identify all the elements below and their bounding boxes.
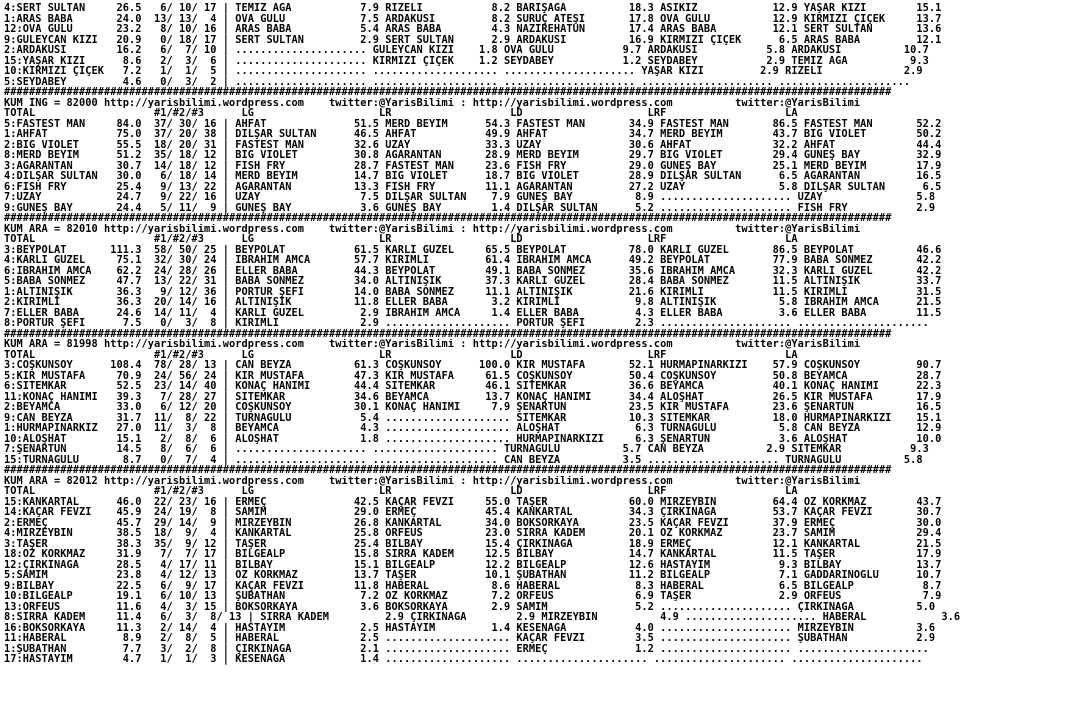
column-headers: TOTAL #1/#2/#3 LG LR LD LRF LA xyxy=(4,349,798,360)
separator-line: ############################################################################################################################################## xyxy=(4,328,892,339)
text-line: 15:TURNAGÜLÜ 8.7 0/ 7/ 4 | ..................... .................... CAN BEYZA 3.5 ..................... TURNAGÜLÜ 5.8 xyxy=(4,454,923,465)
text-line: 2:ARDAKUSİ 16.2 6/ 7/ 10 | ..................... GÜLEYCAN KIZI 1.8 OVA GÜLÜ 9.7 ARDAKUSİ 5.8 ARDAKUSİ 10.7 xyxy=(4,45,929,56)
text-line: 16:BOKSÖRKAYA 11.3 2/ 14/ 4 | HASTAYIM 2.5 HASTAYIM 1.4 KESENAĞA 4.0 ..................... MİRZEYBİN 3.6 xyxy=(4,622,936,633)
text-line: 3:AĞARANTAN 30.7 14/ 18/ 12 | FISH FRY 28.7 FASTEST MAN 23.6 FISH FRY 29.0 GÜNEŞ BAY 25.1 MERD BEYİM 17.9 xyxy=(4,160,942,171)
race-header: KUM ARA = 81998 http://yarisbilimi.wordpress.com twitter:@YarisBilimi : http://yarisbilimi.wordpress.com twitter:@YarisBilimi xyxy=(4,339,861,350)
text-line: 10:KIRMIZI ÇİÇEK 7.2 1/ 1/ 5 | ..................... .................... ..................... YAŞAR KIZI 2.9 RİZELİ 2.9 xyxy=(4,66,923,77)
race-header: KUM ARA = 82012 http://yarisbilimi.wordpress.com twitter:@YarisBilimi : http://yarisbilimi.wordpress.com twitter:@YarisBilimi xyxy=(4,475,861,486)
text-line: 1:ARAS BABA 24.0 13/ 13/ 4 | OVA GÜLÜ 7.5 ARDAKUSİ 8.2 SURUÇ ATEŞİ 17.8 OVA GÜLÜ 12.9 KIRMIZI ÇİÇEK 13.7 xyxy=(4,13,942,24)
text-line: 10:BİLGEALP 19.1 6/ 10/ 13 | ŞUBATHAN 7.2 ÖZ KORKMAZ 7.2 ORFEUS 6.9 TAŞER 2.9 ORFEUS 7.9 xyxy=(4,591,942,602)
separator-line: ############################################################################################################################################## xyxy=(4,87,892,98)
text-line: 9:GÜLEYCAN KIZI 20.9 0/ 18/ 17 | SERT SULTAN 2.9 SERT SULTAN 2.9 ARDAKUSİ 16.9 KIRMIZI ÇİÇEK 6.5 ARAS BABA 12.1 xyxy=(4,34,942,45)
race-header: KUM İNG = 82000 http://yarisbilimi.wordpress.com twitter:@YarisBilimi : http://yarisbilimi.wordpress.com twitter:@YarisBilimi xyxy=(4,97,861,108)
text-line: 18:ÖZ KORKMAZ 31.9 7/ 7/ 17 | BİLGEALP 15.8 SIRRA KADEM 12.5 BİLBAY 14.7 KANKARTAL 11.5 TAŞER 17.9 xyxy=(4,549,942,560)
text-line: 7:UZAY 24.7 9/ 22/ 16 | UZAY 7.5 DİLŞAR SULTAN 7.9 GÜNEŞ BAY 8.9 ..................... UZAY 5.8 xyxy=(4,192,936,203)
text-line: 8:SIRRA KADEM 11.4 6/ 3/ 8/ 13 | SIRRA KADEM 2.9 ÇIRKINAĞA 2.9 MİRZEYBİN 4.9 ..................... HABERAL 3.6 xyxy=(4,612,961,623)
text-line: 7:ŞENARTUN 14.5 8/ 6/ 6 | ..................... .................... TURNAGÜLÜ 5.7 CAN BEYZA 2.9 SİTEMKAR 9.3 xyxy=(4,444,929,455)
text-line: 5:BABA SÖNMEZ 47.7 13/ 22/ 31 | BABA SÖNMEZ 34.0 ALTINIŞIK 37.3 KARLI GÜZEL 28.4 BABA SÖNMEZ 11.5 ALTINIŞIK 33.7 xyxy=(4,276,942,287)
race-header: KUM ARA = 82010 http://yarisbilimi.wordpress.com twitter:@YarisBilimi : http://yarisbilimi.wordpress.com twitter:@YarisBilimi xyxy=(4,223,861,234)
text-line: 11:KONAÇ HANIMI 39.3 7/ 28/ 27 | SİTEMKAR 34.6 BEYAMCA 13.7 KONAÇ HANIMI 34.4 ALOŞHAT 26.5 KIR MUSTAFA 17.9 xyxy=(4,391,942,402)
text-line: 8:PORTÜR ŞEFİ 7.5 0/ 3/ 8 | KIRIMLI 2.9 .................... PORTÜR ŞEFİ 2.3 ..................... ..................... xyxy=(4,318,929,329)
text-line: 3:TAŞER 38.3 35/ 9/ 12 | TAŞER 25.4 BİLBAY 15.4 ÇIRKINAĞA 18.9 ERMEÇ 12.1 KANKARTAL 21.5 xyxy=(4,538,942,549)
text-line: 13:ORFEUS 11.6 4/ 3/ 15 | BOKSÖRKAYA 3.6 BOKSÖRKAYA 2.9 SAMİM 5.2 ..................... ÇIRKINAĞA 5.0 xyxy=(4,601,936,612)
text-line: 10:ALOŞHAT 15.1 2/ 8/ 6 | ALOŞHAT 1.8 .................... HURMAPINARKIZI 6.3 ŞENARTUN 3.6 ALOŞHAT 10.0 xyxy=(4,433,942,444)
text-line: 5:SEYDABEY 4.6 0/ 3/ 2 | ..................... .................... ..................... ..................... ..................... xyxy=(4,76,911,87)
text-line: 5:SAMİM 23.8 4/ 12/ 13 | ÖZ KORKMAZ 13.7 TAŞER 10.1 ŞUBATHAN 11.2 BİLGEALP 7.1 GADDARINOĞLU 10.7 xyxy=(4,570,942,581)
text-line: 11:HABERAL 8.9 2/ 8/ 5 | HABERAL 2.5 .................... KAÇAR FEVZİ 3.5 ..................... ŞUBATHAN 2.9 xyxy=(4,633,936,644)
text-line: 1:ALTINIŞIK 36.3 9/ 12/ 36 | PORTÜR ŞEFİ 14.0 BABA SÖNMEZ 11.1 ALTINIŞIK 21.6 KIRIMLI 11.5 KIRIMLI 31.5 xyxy=(4,286,942,297)
separator-line: ############################################################################################################################################## xyxy=(4,213,892,224)
text-line: 2:BEYAMCA 33.0 6/ 12/ 20 | COŞKUNSOY 30.1 KONAÇ HANIMI 7.9 ŞENARTUN 23.5 KIR MUSTAFA 23.6 ŞENARTUN 16.5 xyxy=(4,402,942,413)
column-headers: TOTAL #1/#2/#3 LG LR LD LRF LA xyxy=(4,234,798,245)
text-line: 1:HURMAPINARKIZ 27.0 11/ 3/ 8 | BEYAMCA 4.3 .................... ALOŞHAT 6.3 TURNAGÜLÜ 5.8 CAN BEYZA 12.9 xyxy=(4,423,942,434)
text-line: 9:CAN BEYZA 31.7 11/ 8/ 22 | TURNAGÜLÜ 5.4 .................... SİTEMKAR 10.3 SİTEMKAR 18.0 HURMAPINARKIZI 15.1 xyxy=(4,412,942,423)
text-line: 4:MİRZEYBİN 38.5 18/ 9/ 4 | KANKARTAL 25.8 ORFEUS 23.0 SIRRA KADEM 20.1 ÖZ KORKMAZ 23.7 SAMİM 29.4 xyxy=(4,528,942,539)
text-line: 12:OVA GÜLÜ 23.2 8/ 10/ 16 | ARAS BABA 5.4 ARAS BABA 4.3 NAZİREHATUN 17.4 ARAS BABA 12.1 SERT SULTAN 13.6 xyxy=(4,24,942,35)
text-line: 9:BİLBAY 22.5 6/ 9/ 17 | KAÇAR FEVZİ 11.8 HABERAL 8.6 HABERAL 8.3 HABERAL 6.5 BİLGEALP 8.7 xyxy=(4,580,942,591)
text-line: 3:BEYPOLAT 111.3 58/ 50/ 25 | BEYPOLAT 61.5 KARLI GÜZEL 65.5 BEYPOLAT 78.0 KARLI GÜZEL 86.5 BEYPOLAT 46.6 xyxy=(4,244,942,255)
text-line: 2:ERMEÇ 45.7 29/ 14/ 9 | MİRZEYBİN 26.8 KANKARTAL 34.0 BOKSÖRKAYA 23.5 KAÇAR FEVZİ 37.9 ERMEÇ 30.0 xyxy=(4,517,942,528)
text-line: 2:BIG VIOLET 55.5 18/ 20/ 31 | FASTEST MAN 32.6 UZAY 33.3 UZAY 30.6 AHFAT 32.2 AHFAT 44.4 xyxy=(4,139,942,150)
text-line: 9:GÜNEŞ BAY 24.4 5/ 11/ 9 | GÜNEŞ BAY 3.6 GÜNEŞ BAY 1.4 DİLŞAR SULTAN 5.2 ..................... FISH FRY 2.9 xyxy=(4,202,936,213)
text-line: 12:ÇIRKINAĞA 28.5 4/ 17/ 11 | BİLBAY 15.1 BİLGEALP 12.2 BİLGEALP 12.6 HASTAYIM 9.3 BİLBAY 13.7 xyxy=(4,559,942,570)
text-line: 6:FISH FRY 25.4 9/ 13/ 22 | AĞARANTAN 13.3 FISH FRY 11.1 AĞARANTAN 27.2 UZAY 5.8 DİLŞAR SULTAN 6.5 xyxy=(4,181,942,192)
text-line: 15:YAŞAR KIZI 8.6 2/ 3/ 6 | ..................... KIRMIZI ÇİÇEK 1.2 SEYDABEY 1.2 SEYDABEY 2.9 TEMİZ AĞA 9.3 xyxy=(4,55,929,66)
text-line: 4:DİLŞAR SULTAN 30.0 6/ 18/ 14 | MERD BEYİM 14.7 BIG VIOLET 18.7 BIG VIOLET 28.9 DİLŞAR SULTAN 6.5 AĞARANTAN 16.5 xyxy=(4,171,942,182)
text-line: 4:SERT SULTAN 26.5 6/ 10/ 17 | TEMİZ AĞA 7.9 RİZELİ 8.2 BARIŞAĞA 18.3 ASİKİZ 12.9 YAŞAR KIZI 15.1 xyxy=(4,3,942,14)
text-line: 5:FASTEST MAN 84.0 37/ 30/ 16 | AHFAT 51.5 MERD BEYİM 54.3 FASTEST MAN 34.9 FASTEST MAN 86.5 FASTEST MAN 52.2 xyxy=(4,118,942,129)
text-line: 1:ŞUBATHAN 7.7 3/ 2/ 8 | ÇIRKINAĞA 2.1 .................... ERMEÇ 1.2 ..................... ..................... xyxy=(4,643,929,654)
text-line: 7:ELLER BABA 24.6 14/ 11/ 4 | KARLI GÜZEL 2.9 İBRAHİM AMCA 1.4 ELLER BABA 4.3 ELLER BABA 3.6 ELLER BABA 11.5 xyxy=(4,307,942,318)
text-line: 17:HASTAYIM 4.7 1/ 1/ 3 | KESENAĞA 1.4 .................... ..................... ..................... ..................... xyxy=(4,654,923,665)
text-line: 5:KIR MUSTAFA 70.9 24/ 56/ 24 | KIR MUSTAFA 47.3 KIR MUSTAFA 61.5 COŞKUNSOY 50.4 COŞKUNSOY 50.8 BEYAMCA 28.7 xyxy=(4,370,942,381)
column-headers: TOTAL #1/#2/#3 LG LR LD LRF LA xyxy=(4,486,798,497)
text-line: 14:KAÇAR FEVZİ 45.9 24/ 19/ 8 | SAMİM 29.0 ERMEÇ 45.4 KANKARTAL 34.3 ÇIRKINAĞA 53.7 KAÇAR FEVZİ 30.7 xyxy=(4,507,942,518)
text-line: 1:AHFAT 75.0 37/ 20/ 38 | DİLŞAR SULTAN 46.5 AHFAT 49.9 AHFAT 34.7 MERD BEYİM 43.7 BIG VIOLET 50.2 xyxy=(4,129,942,140)
text-line: 2:KIRIMLI 36.3 20/ 14/ 16 | ALTINIŞIK 11.8 ELLER BABA 3.2 KIRIMLI 9.8 ALTINIŞIK 5.8 İBRAHİM AMCA 21.5 xyxy=(4,297,942,308)
text-line: 15:KANKARTAL 46.0 22/ 23/ 16 | ERMEÇ 42.5 KAÇAR FEVZİ 55.0 TAŞER 60.0 MİRZEYBİN 64.4 ÖZ KORKMAZ 43.7 xyxy=(4,496,942,507)
text-line: 6:İBRAHİM AMCA 62.2 24/ 28/ 26 | ELLER BABA 44.3 BEYPOLAT 49.1 BABA SÖNMEZ 35.6 İBRAHİM AMCA 32.3 KARLI GÜZEL 42.2 xyxy=(4,265,942,276)
column-headers: TOTAL #1/#2/#3 LG LR LD LRF LA xyxy=(4,108,798,119)
text-line: 8:MERD BEYİM 51.2 35/ 18/ 12 | BIG VIOLET 30.8 AĞARANTAN 28.9 MERD BEYİM 29.7 BIG VIOLET 29.4 GÜNEŞ BAY 32.9 xyxy=(4,150,942,161)
text-line: 4:KARLI GÜZEL 75.1 32/ 30/ 24 | İBRAHİM AMCA 57.7 KIRIMLI 61.4 İBRAHİM AMCA 49.2 BEYPOLAT 77.9 BABA SÖNMEZ 42.2 xyxy=(4,255,942,266)
text-line: 6:SİTEMKAR 52.5 23/ 14/ 40 | KONAÇ HANIMI 44.4 SİTEMKAR 46.1 SİTEMKAR 36.6 BEYAMCA 40.1 KONAÇ HANIMI 22.3 xyxy=(4,381,942,392)
text-line: 3:COŞKUNSOY 108.4 78/ 28/ 13 | CAN BEYZA 61.3 COŞKUNSOY 100.0 KIR MUSTAFA 52.1 HURMAPINARKIZI 57.9 COŞKUNSOY 90.7 xyxy=(4,360,942,371)
separator-line: ############################################################################################################################################## xyxy=(4,465,892,476)
